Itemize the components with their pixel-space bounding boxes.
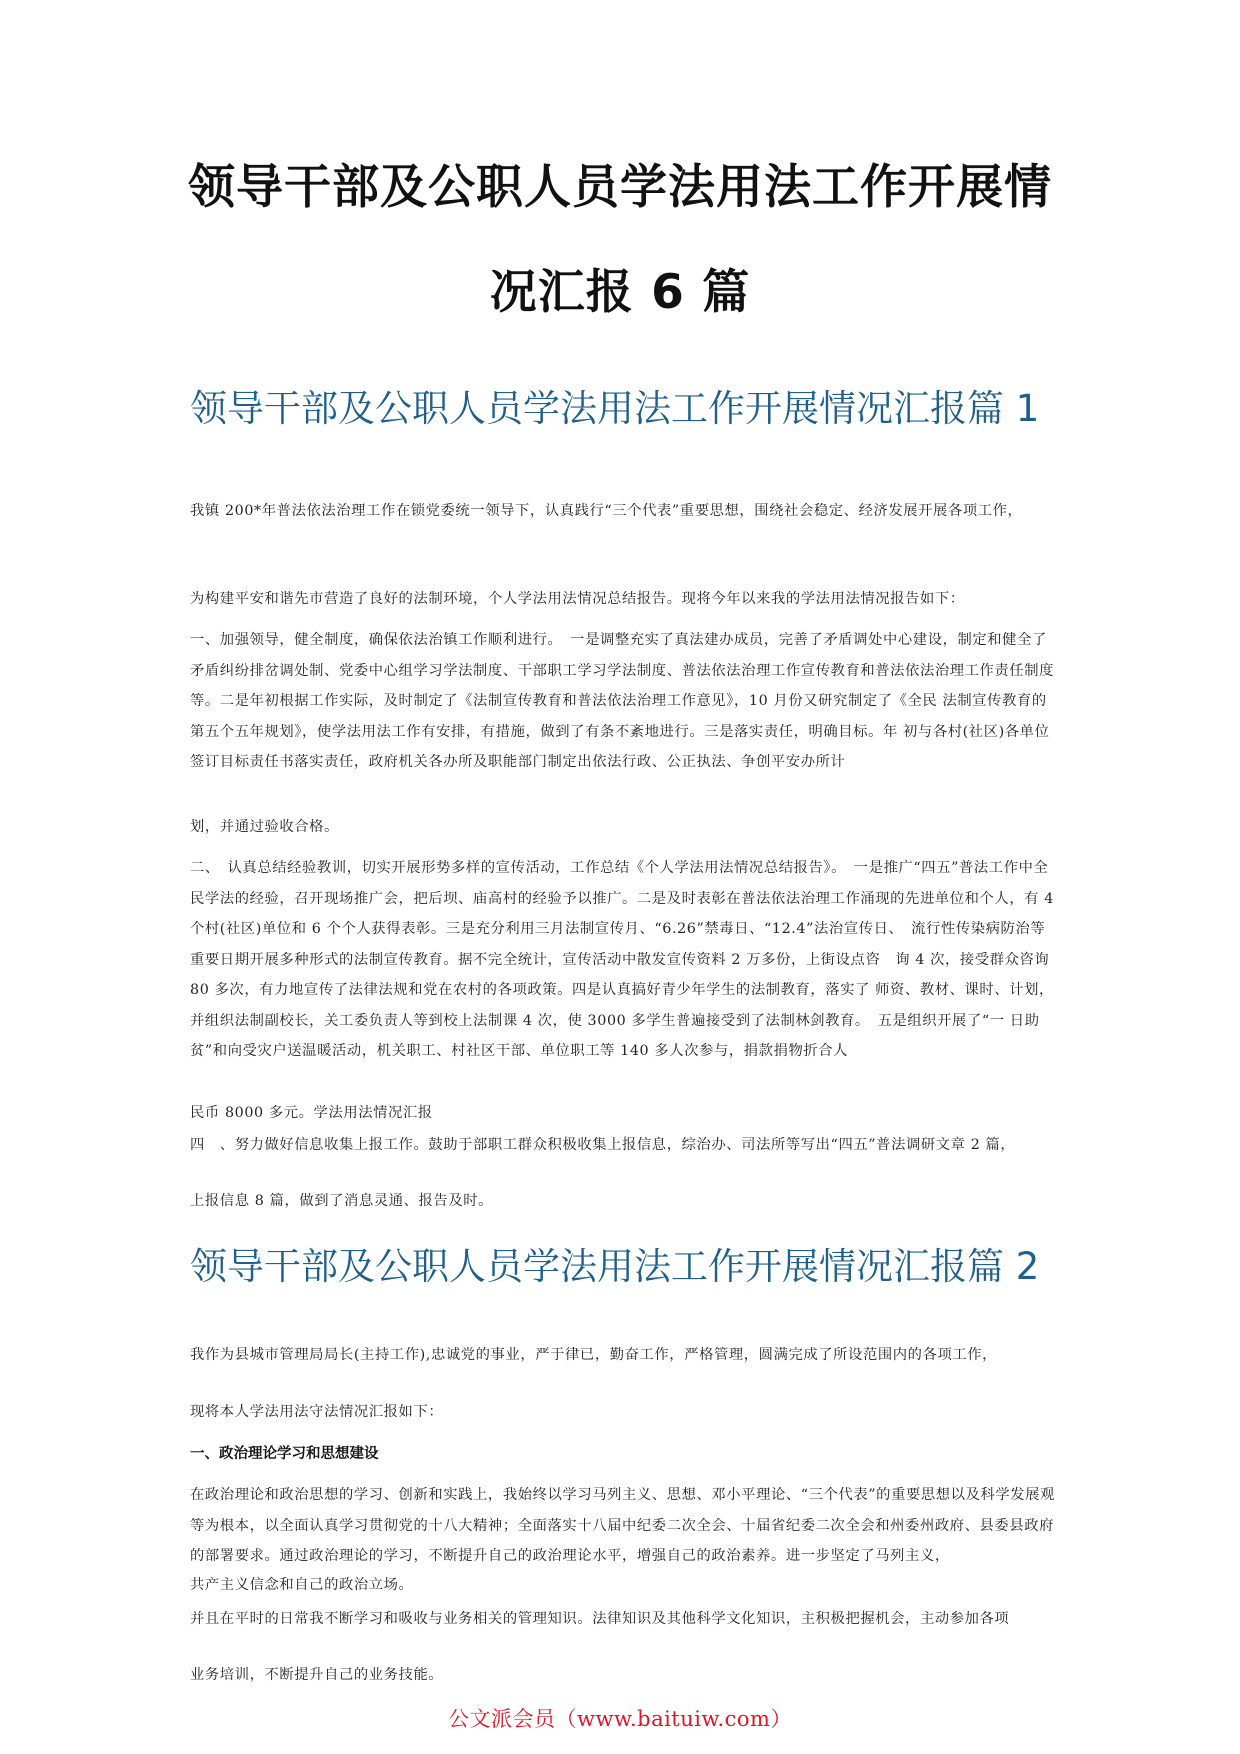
section-2-paragraph-4: 共产主义信念和自己的政治立场。 <box>190 1577 414 1593</box>
section-2-paragraph-2: 现将本人学法用法守法情况汇报如下： <box>190 1404 444 1420</box>
watermark-text: 公文派会员（www.baituiw.com） <box>448 1707 792 1731</box>
document-title-line-1: 领导干部及公职人员学法用法工作开展情 <box>188 160 1052 215</box>
section-2-paragraph-1: 我作为县城市管理局局长(主持工作),忠诚党的事业，严于律已，勤奋工作，严格管理，圆满完成了所设范围内的各项工作， <box>190 1347 998 1363</box>
section-2-heading: 领导干部及公职人员学法用法工作开展情况汇报篇 2 <box>190 1245 1040 1288</box>
section-1-heading: 领导干部及公职人员学法用法工作开展情况汇报篇 1 <box>190 387 1040 430</box>
section-1-paragraph-7: 四 、努力做好信息收集上报工作。鼓助于部职工群众积极收集上报信息，综治办、司法所等写出“四五”普法调研文章 2 篇， <box>190 1137 1016 1153</box>
section-2-paragraph-5: 并且在平时的日常我不断学习和吸收与业务相关的管理知识。法律知识及其他科学文化知识，主积极把握机会，主动参加各项 <box>190 1611 1010 1627</box>
section-1-paragraph-3: 一、加强领导，健全制度，确保依法治镇工作顺利进行。 一是调整充实了真法建办成员，完善了矛盾调处中心建设，制定和健全了矛盾纠纷排岔调处制、党委中心组学习学法制度、干部职工学习学法制度、普法依法治理工作宣传教育和普法依法治理工作责任制度等。二是年初根据工作实际，及时制定了《法制宣传教育和普法依法治理工作意见》，10 月份又研究制定了《全民 法制宣传教育的第五个五年规划》，使学法用法工作有安排，有措施，做到了有条不紊地进行。三是落实责任，明确目标。年 初与各村(社区)各单位签订目标责任书落实责任，政府机关各办所及职能部门制定出依法行政、公正执法、争创平安办所计 <box>190 632 1055 770</box>
section-2-paragraph-3: 在政治理论和政治思想的学习、创新和实践上，我始终以学习马列主义、思想、邓小平理论、“三个代表”的重要思想以及科学发展观等为根本，以全面认真学习贯彻党的十八大精神；全面落实十八届中纪委二次全会、十届省纪委二次全会和州委州政府、县委县政府的部署要求。通过政治理论的学习，不断提升自己的政治理论水平，增强自己的政治素养。进一步坚定了马列主义， <box>190 1487 1055 1564</box>
section-1-paragraph-6: 民币 8000 多元。学法用法情况汇报 <box>190 1105 433 1121</box>
section-1-paragraph-4: 划，并通过验收合格。 <box>190 819 339 835</box>
document-title-line-2: 况汇报 6 篇 <box>489 265 751 320</box>
section-1-paragraph-8: 上报信息 8 篇，做到了消息灵通、报告及时。 <box>190 1193 494 1209</box>
section-2-subheading: 一、政治理论学习和思想建设 <box>190 1446 379 1462</box>
section-1-paragraph-2: 为构建平安和谐先市营造了良好的法制环境，个人学法用法情况总结报告。现将今年以来我的学法用法情况报告如下： <box>190 591 965 607</box>
section-2-paragraph-6: 业务培训，不断提升自己的业务技能。 <box>190 1667 444 1683</box>
section-1-paragraph-1: 我镇 200*年普法依法治理工作在锁党委统一领导下，认真践行“三个代表”重要思想，围绕社会稳定、经济发展开展各项工作， <box>190 503 1023 519</box>
section-1-paragraph-5: 二、 认真总结经验教训，切实开展形势多样的宣传活动，工作总结《个人学法用法情况总结报告》。 一是推广“四五”普法工作中全民学法的经验，召开现场推广会，把后坝、庙高村的经验予以推广。二是及时表彰在普法依法治理工作涌现的先进单位和个人，有 4 个村(社区)单位和 6 个个人获得表彰。三是充分利用三月法制宣传月、“6.26”禁毒日、“12.4”法治宣传日、 流行性传染病防治等重要日期开展多种形式的法制宣传教育。据不完全统计，宣传活动中散发宣传资料 2 万多份，上街设点咨 询 4 次，接受群众咨询 80 多次，有力地宣传了法律法规和党在农村的各项政策。四是认真搞好青少年学生的法制教育，落实了 师资、教材、课时、计划，并组织法制副校长，关工委负责人等到校上法制课 4 次，使 3000 多学生普遍接受到了法制林剑教育。 五是组织开展了“一 日助贫”和向受灾户送温暖活动，机关职工、村社区干部、单位职工等 140 多人次参与，捐款捐物折合人 <box>190 860 1054 1059</box>
